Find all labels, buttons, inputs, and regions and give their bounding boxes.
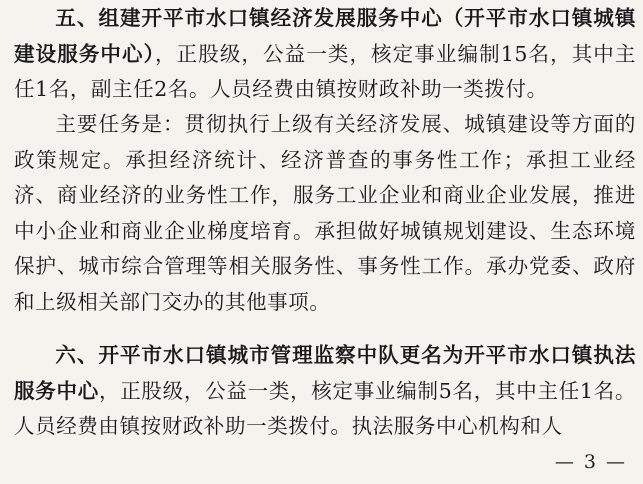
paragraph-five-heading: 五、组建开平市水口镇经济发展服务中心（开平市水口镇城镇建设服务中心） [14, 6, 636, 66]
paragraph-five-body: ，正股级，公益一类，核定事业编制15名，其中主任1名，副主任2名。人员经费由镇按财政补助一类拨付。 [14, 41, 637, 101]
main-tasks-text: 主要任务是：贯彻执行上级有关经济发展、城镇建设等方面的政策规定。承担经济统计、经济普查的事务性工作；承担工业经济、商业经济的业务性工作，服务工业企业和商业企业发展，推进中小企业和商业企业梯度培育。承担做好城镇规划建设、生态环境保护、城市综合管理等相关服务性、事务性工作。承办党委、政府和上级相关部门交办的其他事项。 [14, 112, 636, 314]
paragraph-six-heading: 六、开平市水口镇城市管理监察中队更名为开平市水口镇执法服务中心 [14, 343, 636, 403]
paragraph-six-body: ，正股级，公益一类，核定事业编制5名，其中主任1名。人员经费由镇按财政补助一类拨付。执法服务中心机构和人 [14, 378, 637, 438]
paragraph-five [14, 1, 636, 108]
page-number: — 3 — [554, 451, 627, 473]
main-tasks-paragraph [14, 107, 636, 320]
paragraph-six [14, 338, 636, 445]
